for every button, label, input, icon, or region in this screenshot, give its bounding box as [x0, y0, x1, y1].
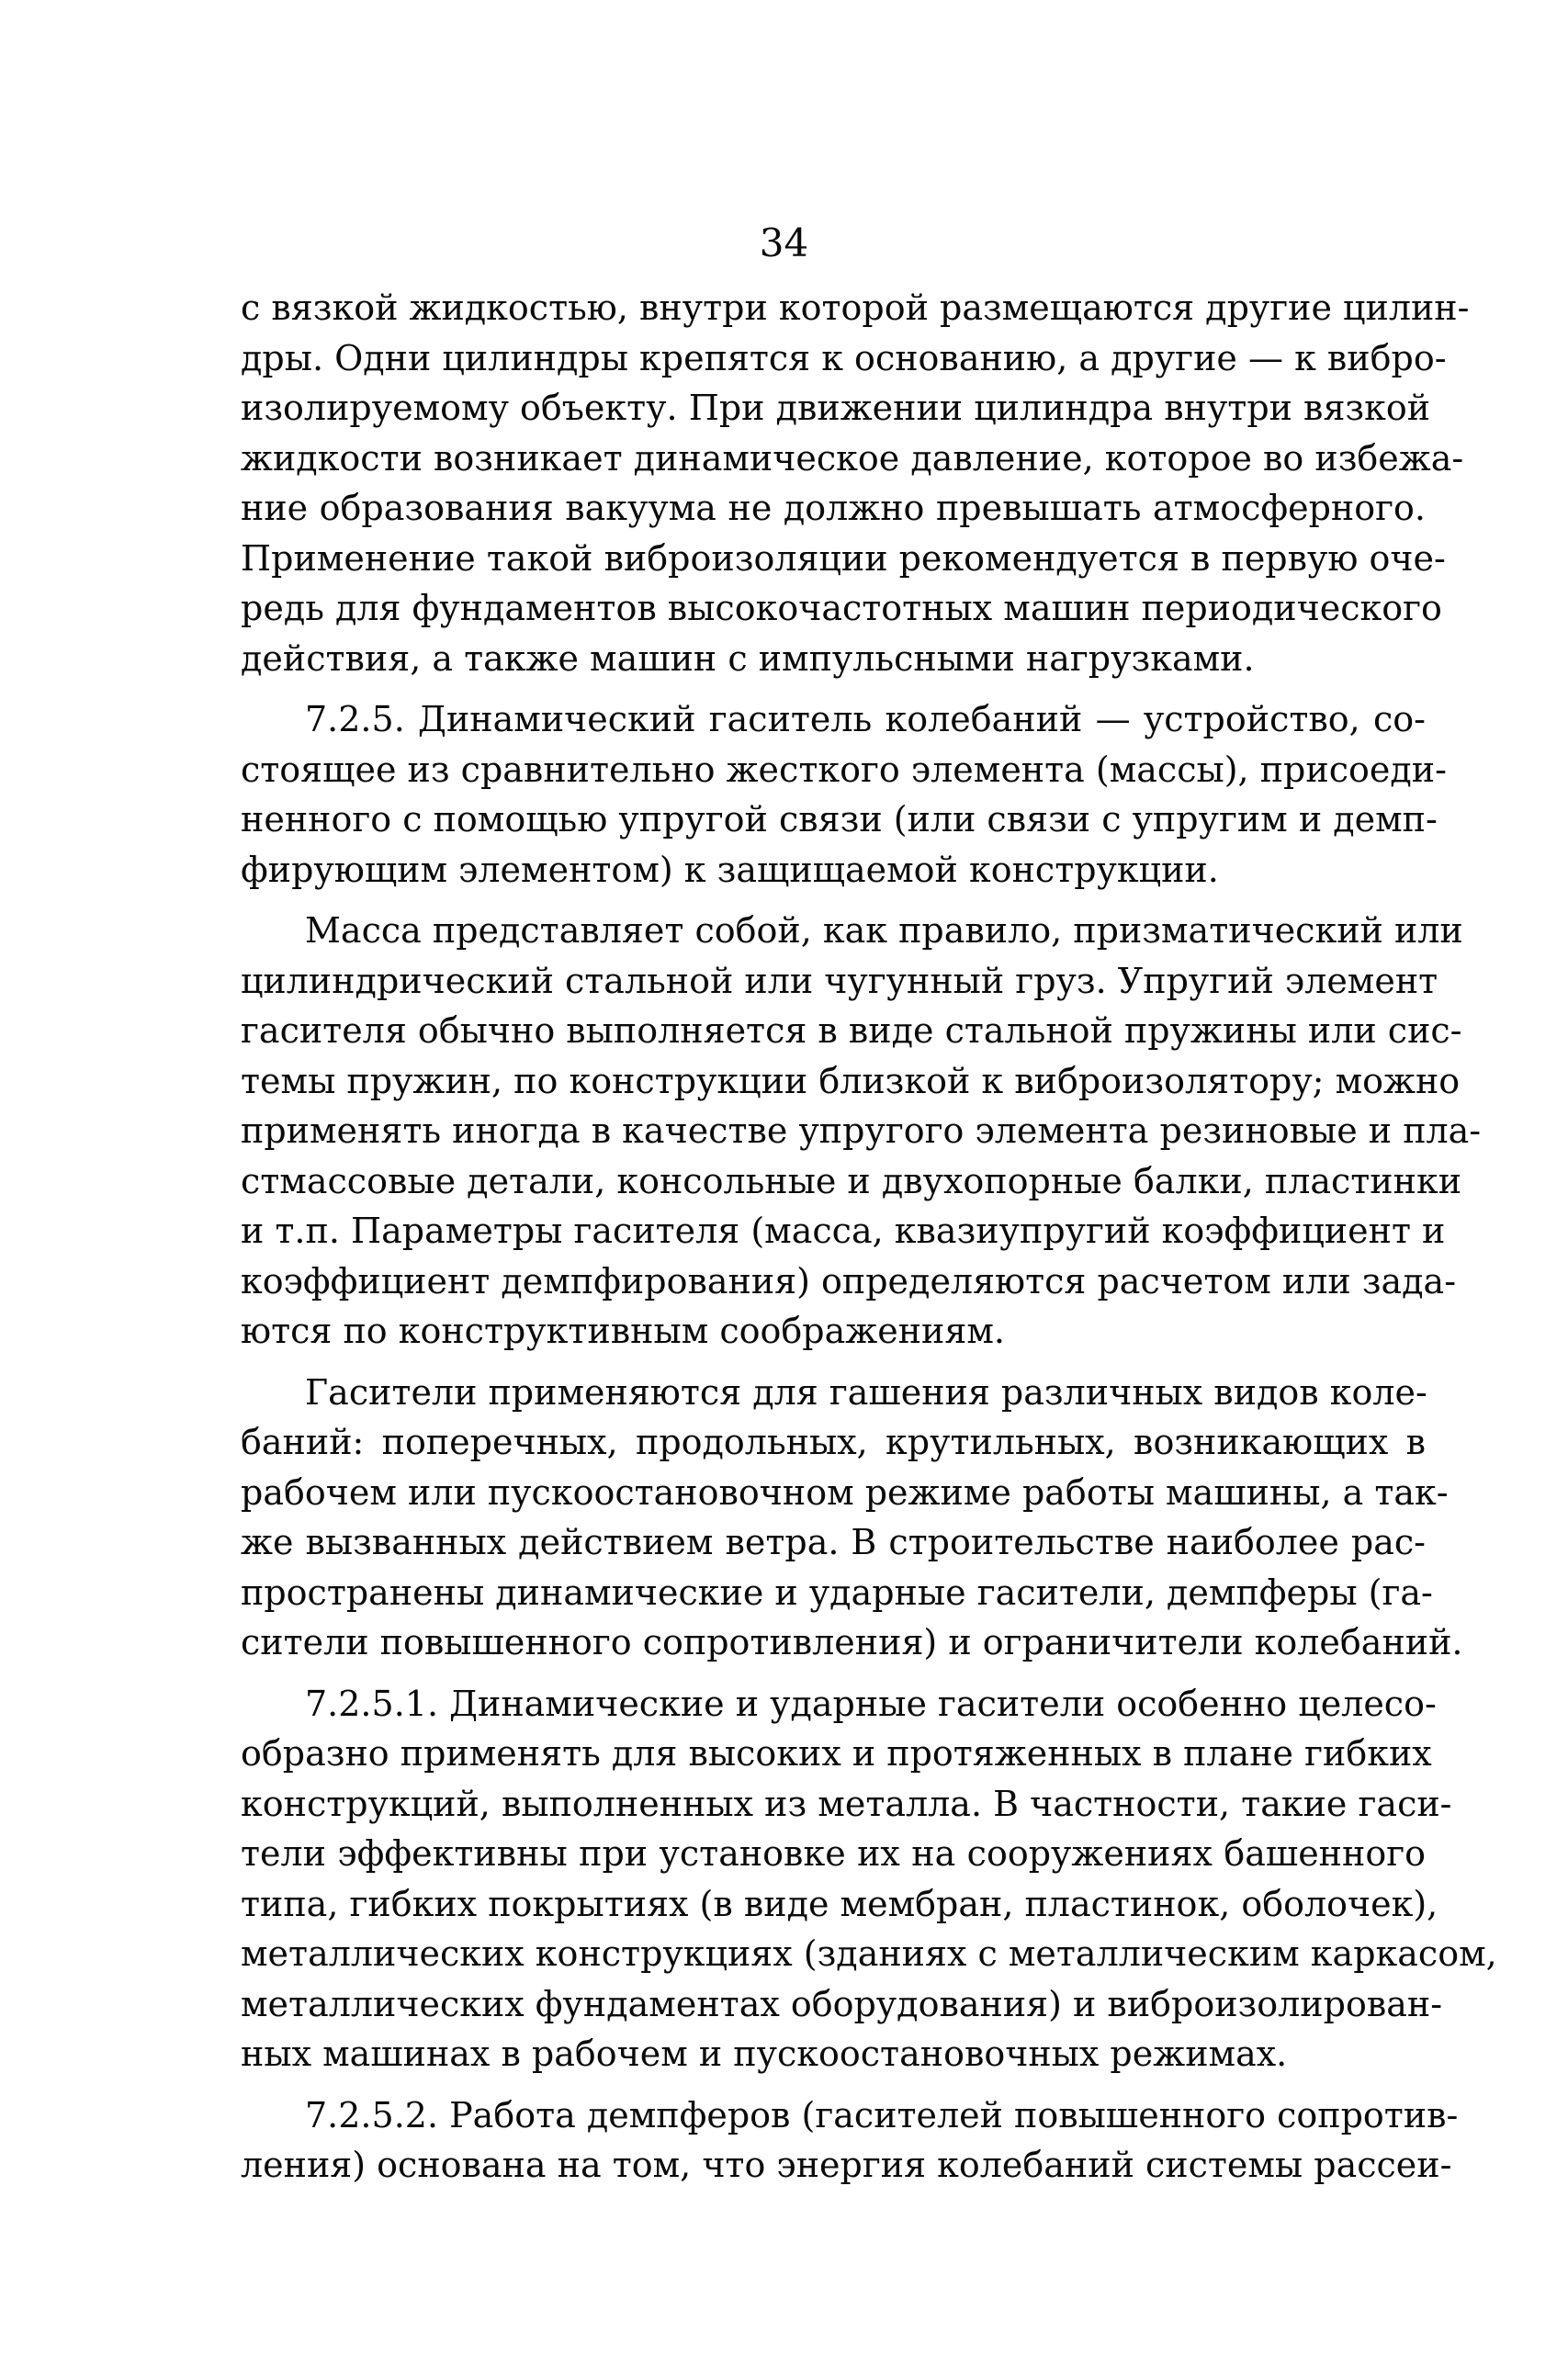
text-line: рабочем или пускоостановочном режиме работы машины, а так- [241, 1471, 1449, 1513]
text-line: гасителя обычно выполняется в виде стальной пружины или сис- [241, 1010, 1462, 1051]
text-line: стоящее из сравнительно жесткого элемента (массы), присоеди- [241, 749, 1447, 790]
text-line: 7.2.5.2. Работа демпферов (гасителей повышенного сопротив- [305, 2094, 1459, 2135]
text-line: применять иногда в качестве упругого элемента резиновые и пла- [241, 1110, 1482, 1151]
text-line: 7.2.5. Динамический гаситель колебаний — устройство, со- [305, 699, 1426, 739]
text-line: сители повышенного сопротивления) и ограничители колебаний. [241, 1622, 1463, 1662]
text-line: ных машинах в рабочем и пускоостановочных режимах. [241, 2034, 1288, 2074]
paragraph-mass-description [241, 906, 1482, 1357]
text-line: пространены динамические и ударные гасители, демпферы (га- [241, 1572, 1433, 1613]
text-line: Гасители применяются для гашения различных видов коле- [305, 1371, 1427, 1413]
text-line: баний: поперечных, продольных, крутильных, возникающих в [241, 1422, 1426, 1462]
text-line: жидкости возникает динамическое давление, которое во избежа- [241, 437, 1464, 479]
text-line: ние образования вакуума не должно превышать атмосферного. [241, 488, 1426, 528]
text-line: дры. Одни цилиндры крепятся к основанию, а другие — к вибро- [241, 337, 1447, 378]
paragraph-dampers-usage [241, 1368, 1463, 1668]
paragraph-7-2-5-1 [241, 1679, 1497, 2079]
text-line: редь для фундаментов высокочастотных машин периодического [241, 588, 1442, 628]
text-line: действия, а также машин с импульсными нагрузками. [241, 637, 1255, 679]
text-line: коэффициент демпфирования) определяются расчетом или зада- [241, 1260, 1457, 1301]
paragraph-7-2-5-2 [241, 2090, 1459, 2191]
text-line: ются по конструктивным соображениям. [241, 1311, 1005, 1351]
text-line: 7.2.5.1. Динамические и ударные гасители особенно целесо- [305, 1683, 1437, 1724]
paragraph-7-2-5 [241, 694, 1447, 895]
text-line: типа, гибких покрытиях (в виде мембран, пластинок, оболочек), [241, 1883, 1438, 1924]
text-line: образно применять для высоких и протяженных в плане гибких [241, 1733, 1432, 1774]
text-line: изолируемому объекту. При движении цилиндра внутри вязкой [241, 388, 1431, 428]
text-line: Применение такой виброизоляции рекомендуется в первую оче- [241, 537, 1446, 579]
text-line: цилиндрический стальной или чугунный груз. Упругий элемент [241, 960, 1438, 1001]
text-line: металлических конструкциях (зданиях с металлическим каркасом, [241, 1933, 1497, 1974]
text-line: стмассовые детали, консольные и двухопорные балки, пластинки [241, 1160, 1462, 1201]
text-line: тели эффективны при установке их на сооружениях башенного [241, 1833, 1426, 1874]
body-text [241, 283, 1497, 2191]
text-line: ненного с помощью упругой связи (или связи с упругим и демп- [241, 799, 1438, 839]
text-line: же вызванных действием ветра. В строительстве наиболее рас- [241, 1522, 1426, 1562]
text-line: конструкций, выполненных из металла. В частности, такие гаси- [241, 1783, 1452, 1824]
text-line: фирующим элементом) к защищаемой конструкции. [241, 849, 1219, 890]
paragraph-viscous-damper-end [241, 283, 1470, 683]
text-line: металлических фундаментах оборудования) и виброизолирован- [241, 1983, 1443, 2024]
text-line: Масса представляет собой, как правило, призматический или [305, 910, 1463, 951]
text-line: с вязкой жидкостью, внутри которой размещаются другие цилин- [241, 287, 1470, 328]
text-line: и т.п. Параметры гасителя (масса, квазиупругий коэффициент и [241, 1211, 1446, 1251]
page-number: 34 [759, 220, 809, 265]
text-line: ления) основана на том, что энергия колебаний системы рассеи- [241, 2145, 1452, 2185]
text-line: темы пружин, по конструкции близкой к виброизолятору; можно [241, 1060, 1461, 1101]
